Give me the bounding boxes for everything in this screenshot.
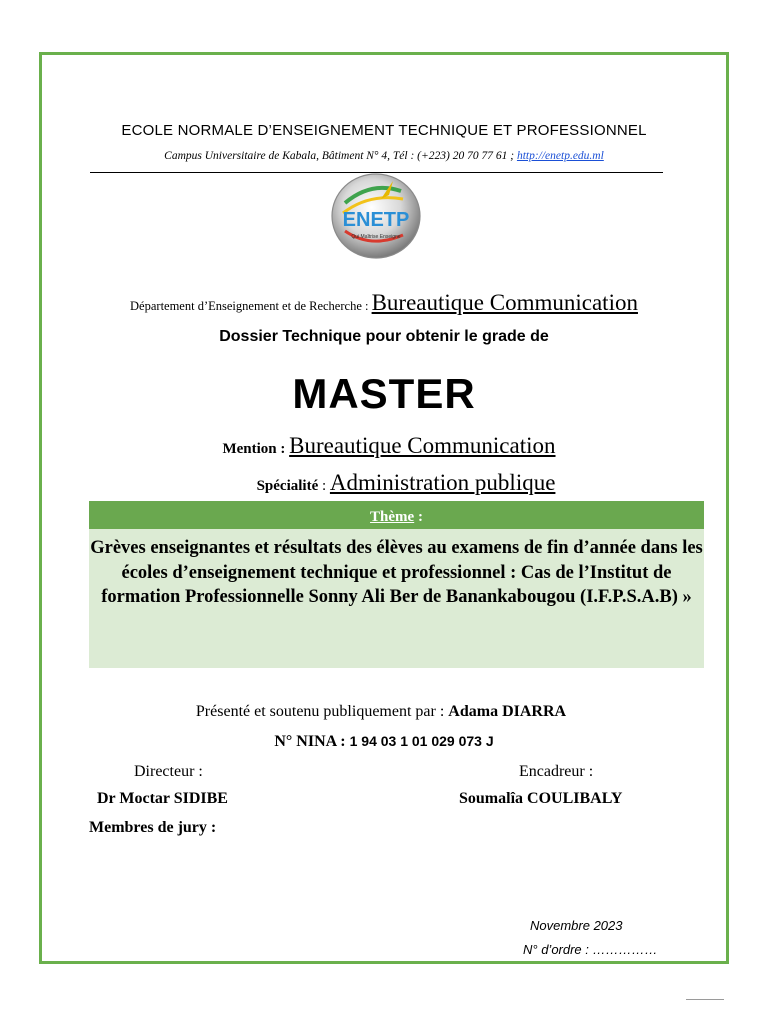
page-mark	[686, 999, 724, 1000]
logo-motto: Qui Maîtrise Enseigne	[351, 234, 401, 240]
supervisor-name: Soumalîa COULIBALY	[459, 790, 623, 807]
specialite-line	[0, 470, 768, 496]
campus-address	[0, 150, 768, 162]
nina-line	[0, 733, 768, 751]
theme-text: Grèves enseignantes et résultats des élèves au examens de fin d’année dans les écoles d’enseignement technique et professionnel : Cas de l’Institut de formation Professionnelle Sonny Ali Ber de Banankabougou (I.F.P.S.A.B) »	[90, 538, 703, 607]
specialite-value: Administration publique	[329, 470, 556, 495]
jury-label: Membres de jury :	[89, 819, 217, 836]
dossier-line: Dossier Technique pour obtenir le grade de	[219, 328, 549, 345]
logo-text: ENETP	[342, 209, 410, 231]
mention-label: Mention :	[222, 441, 290, 457]
director-label: Directeur :	[134, 763, 203, 780]
theme-label: Thème	[370, 509, 415, 525]
presented-label: Présenté et soutenu publiquement par :	[195, 703, 449, 720]
enetp-logo	[331, 173, 421, 259]
nina-label: N° NINA :	[274, 733, 350, 750]
nina-number: 1 94 03 1 01 029 073 J	[349, 733, 494, 749]
school-name: ECOLE NORMALE D’ENSEIGNEMENT TECHNIQUE ET PROFESSIONNEL	[121, 122, 647, 139]
order-number: N° d’ordre : ……………	[523, 942, 658, 957]
theme-header	[89, 501, 704, 529]
theme-suffix: :	[414, 509, 423, 525]
specialite-sep: :	[318, 478, 330, 494]
director-name: Dr Moctar SIDIBE	[97, 790, 228, 807]
date-text: Novembre 2023	[530, 918, 623, 933]
campus-text: Campus Universitaire de Kabala, Bâtiment N° 4, Tél : (+223) 20 70 77 61 ;	[164, 150, 517, 162]
website-link[interactable]: http://enetp.edu.ml	[516, 150, 604, 162]
department-line	[0, 290, 768, 316]
specialite-label: Spécialité	[256, 478, 319, 494]
student-name: Adama DIARRA	[448, 703, 567, 720]
presented-line	[0, 703, 762, 721]
department-label: Département d’Enseignement et de Recherche :	[130, 299, 372, 313]
mention-line	[0, 433, 768, 459]
mention-value: Bureautique Communication	[289, 433, 556, 458]
supervisor-label: Encadreur :	[519, 763, 594, 780]
degree-title: MASTER	[292, 370, 476, 417]
department-value: Bureautique Communication	[371, 290, 638, 315]
